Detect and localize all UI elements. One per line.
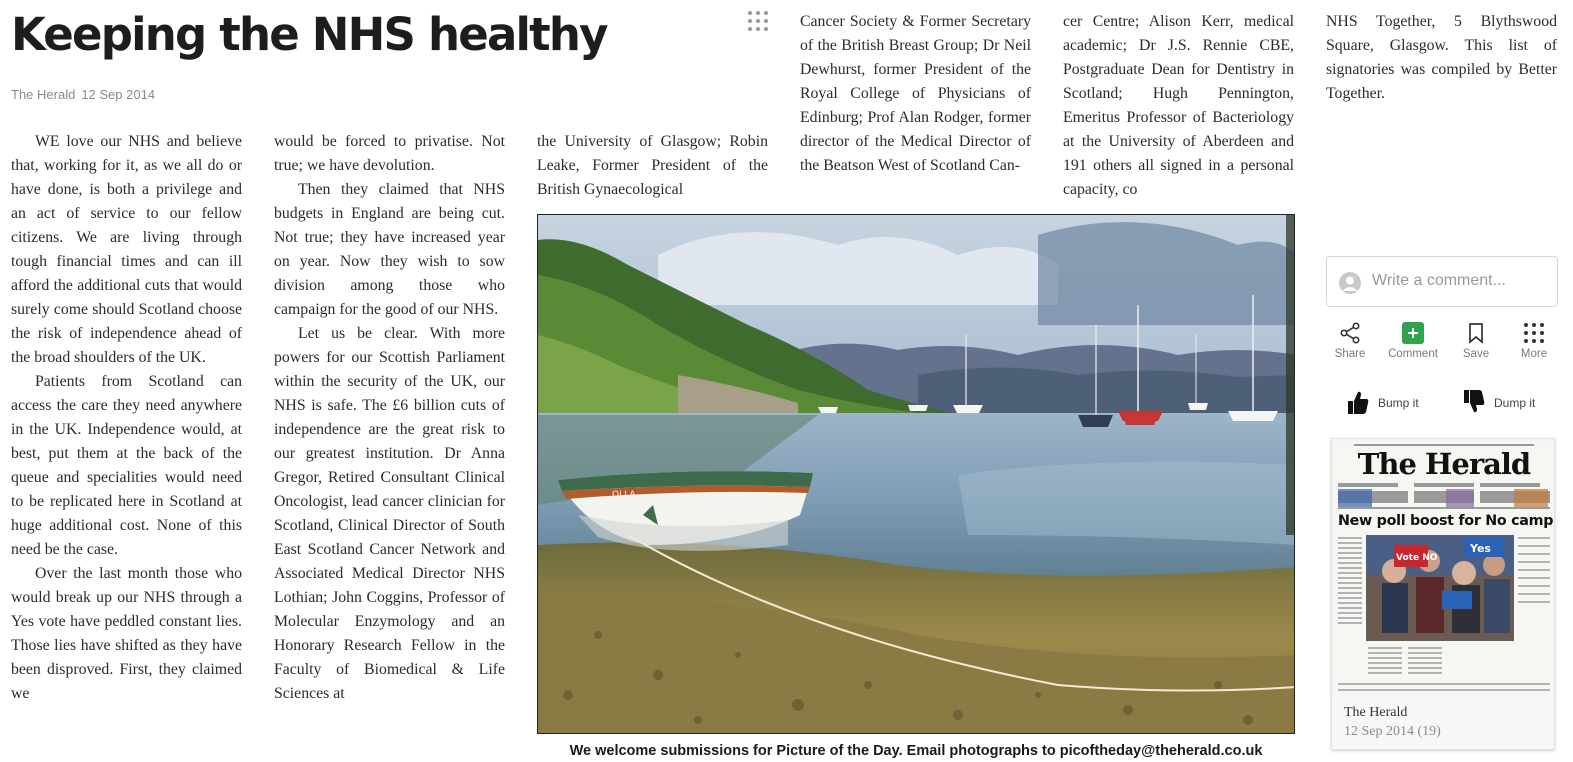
save-button[interactable] — [1446, 322, 1506, 360]
share-icon — [1339, 322, 1361, 344]
more-label: More — [1520, 348, 1548, 360]
paragraph: Over the last month those who would break up our NHS through a Yes vote have peddled constant lies. Those lies have shifted as they have been disproved. First, they claimed we — [11, 565, 242, 702]
newspaper-issue-count: (19) — [1417, 724, 1441, 739]
article-column-2 — [274, 130, 505, 706]
comment-button[interactable] — [1383, 322, 1443, 360]
article-column-5 — [1063, 10, 1294, 202]
paragraph: Let us be clear. With more powers for our Scottish Parliament within the security of the UK, our NHS is safe. The £6 billion cuts of independence are the great risk to our greatest institution. Dr Anna Gregor, Retired Consultant Clinical Oncologist, lead cancer clinician for Scotland, Clinical Director of South East Scotland Cancer Network and Associated Medical Director NHS Lothian; John Coggins, Professor of Molecular Enzymology and an Honorary Research Fellow in the Faculty of Biomedical & Life Sciences at — [274, 325, 505, 702]
article-title: Keeping the NHS healthy — [11, 8, 607, 61]
poster-yes: Yes — [1470, 542, 1491, 555]
article-column-3 — [537, 130, 768, 202]
paragraph: Cancer Society & Former Secretary of the British Breast Group; Dr Neil Dewhurst, former President of the Royal College of Physicians of Edinburg; Prof Alan Rodger, former director of the Medical Director of the Beatson West of Scotland Can- — [800, 13, 1031, 174]
article-column-6 — [1326, 10, 1557, 106]
paragraph: cer Centre; Alison Kerr, medical academic; Dr J.S. Rennie CBE, Postgraduate Dean for Dentistry in Scotland; Hugh Pennington, Emeritus Professor of Bacteriology at the University of Aberdeen and 191 others all signed in a personal capacity, co — [1063, 13, 1294, 198]
paragraph: the University of Glasgow; Robin Leake, Former President of the British Gynaecological — [537, 133, 768, 198]
share-button[interactable] — [1320, 322, 1380, 360]
comment-label: Comment — [1388, 348, 1438, 360]
thumbs-down-icon — [1462, 388, 1486, 416]
comment-input[interactable] — [1326, 256, 1558, 307]
add-comment-icon — [1402, 322, 1424, 344]
newspaper-name: The Herald — [1344, 705, 1408, 720]
newspaper-issue-date: 12 Sep 2014 — [1344, 724, 1414, 739]
grid-dots-icon[interactable] — [747, 10, 769, 32]
article-column-1 — [11, 130, 242, 706]
paragraph: NHS Together, 5 Blythswood Square, Glasgow. This list of signatories was compiled by Better Together. — [1326, 13, 1557, 102]
article-column-4 — [800, 10, 1031, 178]
paragraph: WE love our NHS and believe that, working for it, as we all do or have done, is both a privilege and an act of service to our fellow citizens. We are living through tough financial times and can ill afford the additional cuts that would surely come should Scotland choose the risk of independence ahead of the broad shoulders of the UK. — [11, 133, 242, 366]
newspaper-masthead: The Herald — [1357, 447, 1531, 481]
share-label: Share — [1334, 348, 1366, 360]
newspaper-front-page — [1334, 441, 1554, 699]
byline — [11, 87, 155, 102]
newspaper-date — [1344, 724, 1441, 740]
newspaper-issue-card[interactable] — [1331, 438, 1555, 750]
more-dots-icon — [1523, 322, 1545, 344]
dump-label: Dump it — [1494, 396, 1536, 410]
bump-button[interactable] — [1346, 388, 1426, 418]
save-label: Save — [1462, 348, 1490, 360]
paragraph: Then they claimed that NHS budgets in England are being cut. Not true; they have increased year on year. Now they wish to sow division among those who campaign for the good of our NHS. — [274, 181, 505, 318]
boat-name: OLLA — [612, 490, 636, 500]
bump-label: Bump it — [1378, 396, 1419, 410]
picture-of-the-day — [537, 214, 1295, 734]
paragraph: would be forced to privatise. Not true; we have devolution. — [274, 133, 505, 174]
poster-no: Vote NO — [1396, 553, 1438, 563]
publication-name: The Herald — [11, 87, 76, 102]
dump-button[interactable] — [1462, 388, 1542, 418]
newspaper-headline: New poll boost for No camp — [1338, 513, 1554, 529]
paragraph: Patients from Scotland can access the care they need anywhere in the UK. Independence would, at best, put them at the back of the queue and specialities would need to be replicated here in Scotland at huge additional cost. None of this need be the case. — [11, 373, 242, 558]
more-button[interactable] — [1504, 322, 1564, 360]
publication-date: 12 Sep 2014 — [81, 87, 156, 102]
newspaper-card-footer — [1332, 697, 1555, 750]
photo-caption: We welcome submissions for Picture of the Day. Email photographs to picoftheday@theherald.co.uk — [569, 743, 1263, 759]
thumbs-up-icon — [1346, 388, 1370, 416]
comment-placeholder: Write a comment... — [1372, 272, 1506, 289]
bookmark-icon — [1465, 322, 1487, 344]
avatar-icon — [1339, 272, 1361, 294]
